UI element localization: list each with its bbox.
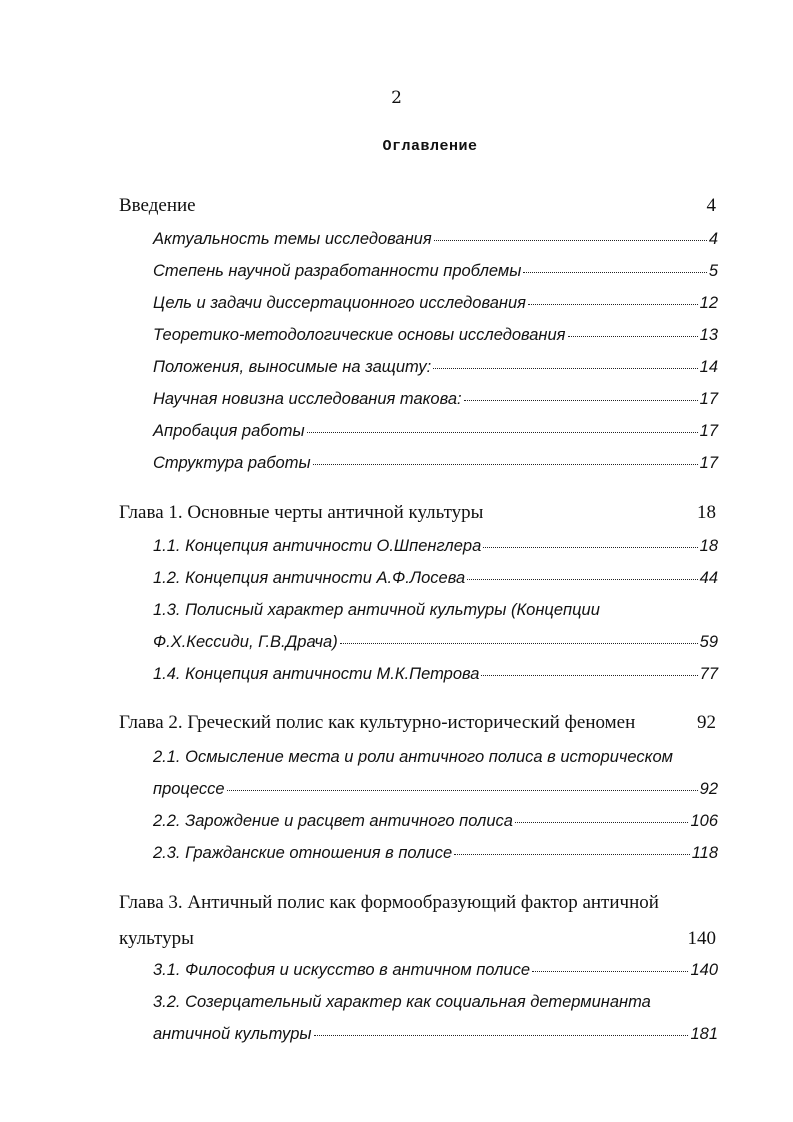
entry-title-line1: 2.1. Осмысление места и роли античного полиса в историческом — [153, 748, 673, 766]
entry-title: Цель и задачи диссертационного исследования — [153, 294, 526, 312]
chapter-page: 4 — [706, 195, 716, 216]
entry-title: Структура работы — [153, 454, 311, 472]
toc-chapter-3[interactable] — [119, 926, 716, 952]
chapter-title-line1: Глава 3. Античный полис как формообразующий фактор античной — [119, 892, 659, 913]
entry-title: Научная новизна исследования такова: — [153, 390, 462, 408]
toc-entry[interactable] — [153, 451, 718, 475]
dot-leader — [481, 675, 697, 676]
entry-title: античной культуры — [153, 1025, 312, 1043]
entry-title: 1.1. Концепция античности О.Шпенглера — [153, 537, 482, 555]
toc-entry[interactable] — [153, 387, 718, 411]
chapter-page: 92 — [697, 712, 716, 733]
dot-leader — [515, 822, 689, 823]
entry-title: 1.2. Концепция античности А.Ф.Лосева — [153, 569, 466, 587]
entry-title: Апробация работы — [153, 422, 305, 440]
chapter-title: культуры — [119, 928, 194, 949]
dot-leader — [464, 400, 698, 401]
chapter-page: 18 — [697, 502, 716, 523]
dot-leader — [314, 1035, 689, 1036]
chapter-page: 140 — [687, 928, 716, 949]
toc-entry[interactable] — [153, 323, 718, 347]
page-number: 2 — [391, 88, 402, 108]
entry-page: 14 — [699, 358, 718, 376]
entry-title-line1: 1.3. Полисный характер античной культуры (Концепции — [153, 601, 600, 619]
entry-page: 17 — [699, 422, 718, 440]
dot-leader — [454, 854, 690, 855]
toc-entry[interactable] — [153, 419, 718, 443]
toc-chapter-intro[interactable] — [119, 193, 716, 219]
dot-leader — [307, 432, 698, 433]
entry-title: Ф.Х.Кессиди, Г.В.Драча) — [153, 633, 338, 651]
toc-entry[interactable] — [153, 534, 718, 558]
chapter-title: Глава 1. Основные черты античной культуры — [119, 502, 484, 523]
entry-page: 5 — [708, 262, 718, 280]
toc-entry[interactable] — [153, 259, 718, 283]
dot-leader — [433, 368, 697, 369]
entry-title-line1: 3.2. Созерцательный характер как социальная детерминанта — [153, 993, 651, 1011]
entry-title: 1.4. Концепция античности М.К.Петрова — [153, 665, 480, 683]
dot-leader — [340, 643, 698, 644]
entry-page: 118 — [691, 844, 718, 862]
dot-leader — [532, 971, 688, 972]
entry-page: 181 — [690, 1025, 718, 1043]
entry-page: 77 — [699, 665, 718, 683]
toc-entry[interactable] — [153, 1022, 718, 1046]
toc-entry[interactable] — [153, 355, 718, 379]
toc-entry[interactable] — [153, 662, 718, 686]
toc-entry[interactable] — [153, 630, 718, 654]
entry-page: 106 — [690, 812, 718, 830]
chapter-title: Глава 2. Греческий полис как культурно-исторический феномен — [119, 712, 636, 733]
entry-page: 18 — [699, 537, 718, 555]
entry-page: 13 — [699, 326, 718, 344]
toc-entry[interactable] — [153, 291, 718, 315]
entry-page: 59 — [699, 633, 718, 651]
dot-leader — [568, 336, 698, 337]
entry-page: 44 — [699, 569, 718, 587]
toc-entry[interactable] — [153, 777, 718, 801]
toc-title: Оглавление — [382, 138, 478, 155]
entry-page: 17 — [699, 390, 718, 408]
dot-leader — [227, 790, 698, 791]
toc-entry[interactable] — [153, 958, 718, 982]
dot-leader — [483, 547, 697, 548]
toc-entry[interactable] — [153, 566, 718, 590]
chapter-title: Введение — [119, 195, 196, 216]
entry-title: Теоретико-методологические основы исследования — [153, 326, 566, 344]
entry-title: 2.2. Зарождение и расцвет античного полиса — [153, 812, 513, 830]
dot-leader — [313, 464, 698, 465]
toc-chapter-1[interactable] — [119, 500, 716, 526]
entry-title: 2.3. Гражданские отношения в полисе — [153, 844, 453, 862]
entry-page: 92 — [699, 780, 718, 798]
dot-leader — [467, 579, 697, 580]
dot-leader — [528, 304, 698, 305]
entry-title: 3.1. Философия и искусство в античном полисе — [153, 961, 531, 979]
dot-leader — [523, 272, 706, 273]
entry-title: Положения, выносимые на защиту: — [153, 358, 432, 376]
entry-title: Степень научной разработанности проблемы — [153, 262, 522, 280]
entry-page: 140 — [690, 961, 718, 979]
entry-page: 4 — [708, 230, 718, 248]
entry-page: 12 — [699, 294, 718, 312]
toc-chapter-2[interactable] — [119, 710, 716, 736]
entry-title: Актуальность темы исследования — [153, 230, 432, 248]
entry-page: 17 — [699, 454, 718, 472]
toc-entry[interactable] — [153, 809, 718, 833]
toc-entry[interactable] — [153, 841, 718, 865]
toc-entry[interactable] — [153, 227, 718, 251]
dot-leader — [434, 240, 707, 241]
entry-title: процессе — [153, 780, 225, 798]
